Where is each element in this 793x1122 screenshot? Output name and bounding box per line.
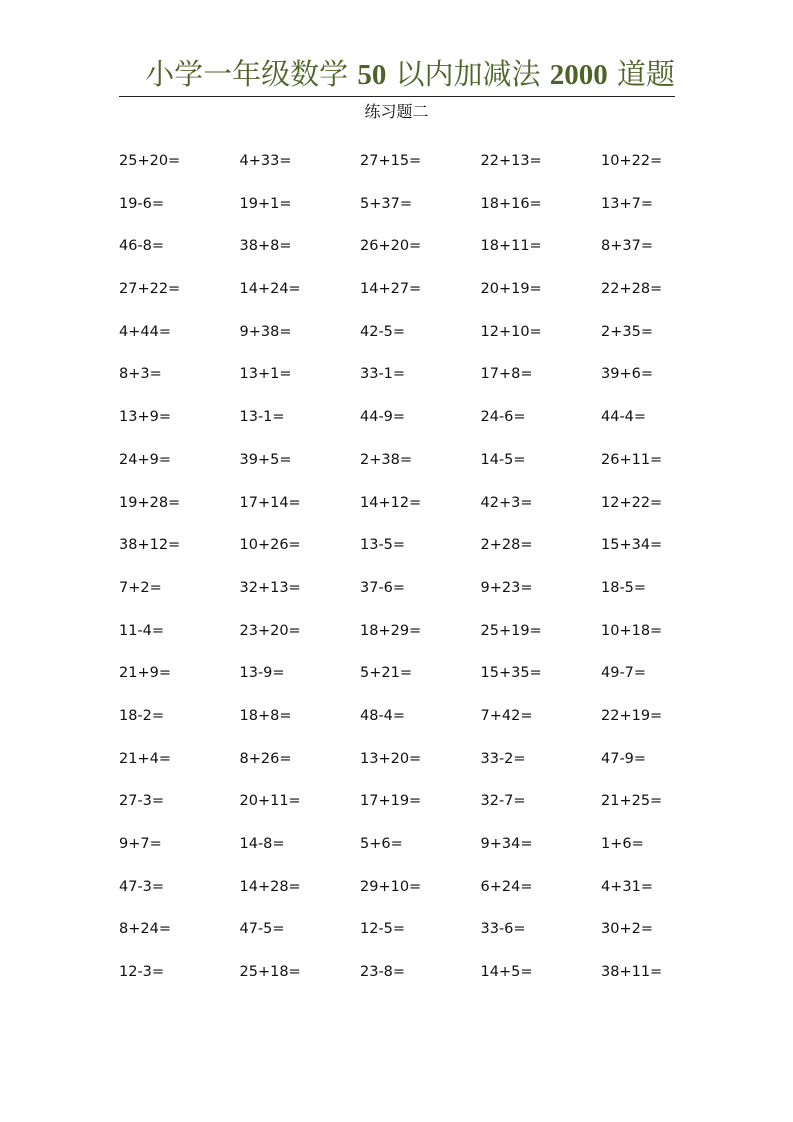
math-problem: 32+13= xyxy=(239,579,301,596)
math-problem: 22+28= xyxy=(601,281,663,298)
math-problem: 18-5= xyxy=(601,579,647,596)
math-problem: 42+3= xyxy=(480,494,533,511)
problem-row xyxy=(119,961,699,1004)
math-problem: 9+23= xyxy=(480,579,533,596)
math-problem: 23-8= xyxy=(360,964,406,981)
problem-row xyxy=(119,790,699,833)
math-problem: 20+19= xyxy=(480,281,542,298)
math-problem: 21+25= xyxy=(601,793,663,810)
math-problem: 30+2= xyxy=(601,921,653,938)
math-problem: 14-8= xyxy=(239,836,285,852)
problem-row xyxy=(119,492,699,535)
problem-row xyxy=(119,150,699,193)
title-part: 道题 xyxy=(616,57,675,91)
math-problem: 7+42= xyxy=(480,707,533,724)
math-problem: 10+18= xyxy=(601,622,663,639)
math-problem: 47-3= xyxy=(119,878,165,895)
math-problem: 11-4= xyxy=(119,622,165,639)
problem-row xyxy=(119,876,699,919)
math-problem: 9+38= xyxy=(239,323,292,340)
problem-row xyxy=(119,278,699,321)
math-problem: 18+29= xyxy=(360,622,422,639)
math-problem: 39+6= xyxy=(601,366,653,383)
math-problem: 4+44= xyxy=(119,323,171,340)
math-problem: 18+16= xyxy=(480,195,542,212)
math-problem: 38+11= xyxy=(601,964,663,981)
math-problem: 8+37= xyxy=(601,238,653,255)
math-problem: 7+2= xyxy=(119,579,162,596)
math-problem: 12+10= xyxy=(480,323,542,340)
problem-row xyxy=(119,620,699,663)
problem-row xyxy=(119,321,699,364)
math-problem: 17+19= xyxy=(360,793,422,810)
math-problem: 18+8= xyxy=(239,707,292,724)
problem-row xyxy=(119,449,699,492)
math-problem: 13-5= xyxy=(360,537,406,554)
math-problem: 8+24= xyxy=(119,921,171,938)
math-problem: 5+6= xyxy=(360,836,403,852)
math-problem: 4+31= xyxy=(601,878,653,895)
math-problem: 17+8= xyxy=(480,366,533,383)
math-problem: 8+26= xyxy=(239,750,292,767)
math-problem: 2+38= xyxy=(360,451,412,468)
math-problem: 33-6= xyxy=(480,921,526,938)
worksheet-subtitle: 练习题二 xyxy=(364,102,429,121)
math-problem: 14+12= xyxy=(360,494,422,511)
problem-row xyxy=(119,577,699,620)
math-problem: 12-3= xyxy=(119,964,165,981)
math-problem: 20+11= xyxy=(239,793,301,810)
math-problem: 27-3= xyxy=(119,793,165,810)
problem-grid xyxy=(119,150,699,1004)
title-number: 2000 xyxy=(549,59,608,91)
math-problem: 5+21= xyxy=(360,665,412,682)
math-problem: 13+1= xyxy=(239,366,292,383)
problem-row xyxy=(119,406,699,449)
problem-row xyxy=(119,705,699,748)
problem-row xyxy=(119,193,699,236)
math-problem: 21+4= xyxy=(119,750,171,767)
math-problem: 8+3= xyxy=(119,366,162,383)
math-problem: 12+22= xyxy=(601,494,663,511)
math-problem: 38+12= xyxy=(119,537,181,554)
math-problem: 44-4= xyxy=(601,409,647,426)
math-problem: 2+28= xyxy=(480,537,533,554)
title-part: 以内加减法 xyxy=(395,57,541,91)
math-problem: 47-5= xyxy=(239,921,285,938)
worksheet-title xyxy=(120,56,675,93)
math-problem: 15+34= xyxy=(601,537,663,554)
math-problem: 19+28= xyxy=(119,494,181,511)
math-problem: 19+1= xyxy=(239,195,292,212)
math-problem: 14+27= xyxy=(360,281,422,298)
math-problem: 15+35= xyxy=(480,665,542,682)
math-problem: 26+11= xyxy=(601,451,663,468)
math-problem: 13+20= xyxy=(360,750,422,767)
math-problem: 4+33= xyxy=(239,153,292,169)
problem-row xyxy=(119,748,699,791)
math-problem: 14+28= xyxy=(239,878,301,895)
problem-row xyxy=(119,918,699,961)
math-problem: 19-6= xyxy=(119,195,165,212)
math-problem: 29+10= xyxy=(360,878,422,895)
math-problem: 44-9= xyxy=(360,409,406,426)
math-problem: 1+6= xyxy=(601,836,644,852)
problem-row xyxy=(119,363,699,406)
math-problem: 10+22= xyxy=(601,153,663,169)
math-problem: 25+20= xyxy=(119,153,181,169)
math-problem: 38+8= xyxy=(239,238,292,255)
math-problem: 18-2= xyxy=(119,707,165,724)
math-problem: 39+5= xyxy=(239,451,292,468)
problem-row xyxy=(119,833,699,876)
math-problem: 27+22= xyxy=(119,281,181,298)
math-problem: 42-5= xyxy=(360,323,406,340)
title-part: 小学一年级数学 xyxy=(145,57,349,91)
math-problem: 12-5= xyxy=(360,921,406,938)
header-rule xyxy=(119,96,675,97)
math-problem: 24-6= xyxy=(480,409,526,426)
math-problem: 13+7= xyxy=(601,195,653,212)
problem-row xyxy=(119,662,699,705)
math-problem: 23+20= xyxy=(239,622,301,639)
math-problem: 32-7= xyxy=(480,793,526,810)
math-problem: 24+9= xyxy=(119,451,171,468)
math-problem: 33-1= xyxy=(360,366,406,383)
math-problem: 21+9= xyxy=(119,665,171,682)
math-problem: 2+35= xyxy=(601,323,653,340)
math-problem: 46-8= xyxy=(119,238,165,255)
math-problem: 14+5= xyxy=(480,964,533,981)
math-problem: 47-9= xyxy=(601,750,647,767)
math-problem: 25+19= xyxy=(480,622,542,639)
math-problem: 48-4= xyxy=(360,707,406,724)
problem-row xyxy=(119,534,699,577)
math-problem: 10+26= xyxy=(239,537,301,554)
math-problem: 5+37= xyxy=(360,195,412,212)
math-problem: 6+24= xyxy=(480,878,533,895)
math-problem: 18+11= xyxy=(480,238,542,255)
problem-row xyxy=(119,235,699,278)
math-problem: 13+9= xyxy=(119,409,171,426)
math-problem: 27+15= xyxy=(360,153,422,169)
math-problem: 25+18= xyxy=(239,964,301,981)
math-problem: 33-2= xyxy=(480,750,526,767)
math-problem: 26+20= xyxy=(360,238,422,255)
math-problem: 13-1= xyxy=(239,409,285,426)
math-problem: 9+34= xyxy=(480,836,533,852)
math-problem: 17+14= xyxy=(239,494,301,511)
math-problem: 13-9= xyxy=(239,665,285,682)
math-problem: 22+19= xyxy=(601,707,663,724)
math-problem: 37-6= xyxy=(360,579,406,596)
math-problem: 49-7= xyxy=(601,665,647,682)
math-problem: 14+24= xyxy=(239,281,301,298)
math-problem: 9+7= xyxy=(119,836,162,852)
title-number: 50 xyxy=(357,59,387,91)
math-problem: 22+13= xyxy=(480,153,542,169)
math-problem: 14-5= xyxy=(480,451,526,468)
